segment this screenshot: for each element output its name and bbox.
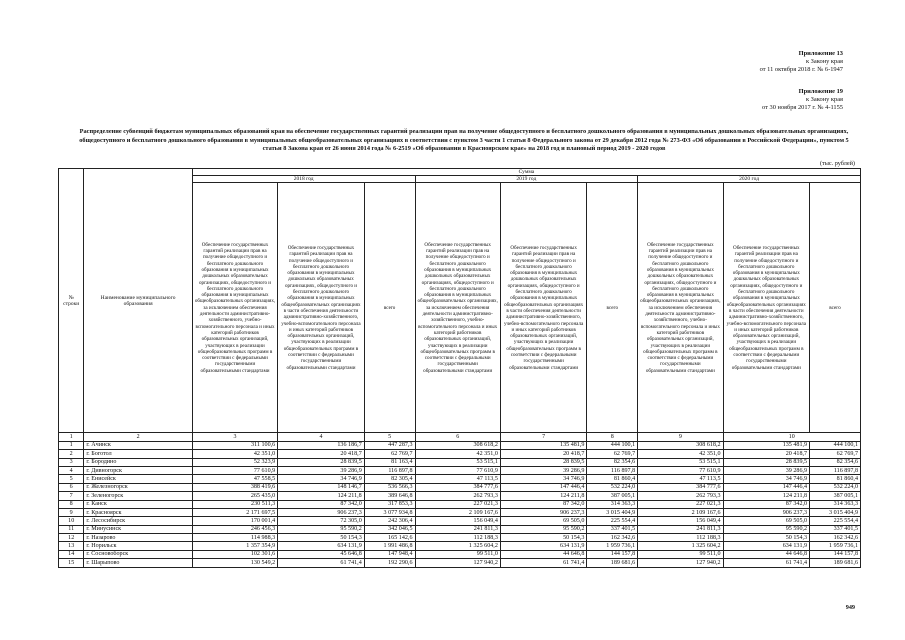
table-row [59, 550, 861, 558]
amount-cell: 3 015 404,9 [810, 508, 861, 516]
header-year-2018: 2018 год [192, 176, 415, 183]
amount-cell: 39 286,9 [500, 466, 587, 474]
amount-cell: 192 290,6 [364, 559, 415, 567]
municipality-name: г. Минусинск [84, 525, 192, 533]
amount-cell: 39 286,9 [278, 466, 365, 474]
municipality-name: г. Зеленогорск [84, 492, 192, 500]
amount-cell: 147 446,4 [500, 483, 587, 491]
header-desc-b-2019: Обеспечение государственных гарантий реализации прав на получение общедоступного и бесплатного дошкольного образования в муниципальных дошкольных образовательных организациях, общедоступного и бесплатного дошкольного образования в муниципальных общеобразовательных организациях в части обеспечения деятельности административно-хозяйственного, учебно-вспомогательного персонала и иных категорий работников образовательных организаций, участвующих в реализации общеобразовательных программ в соответствии с федеральными государственными образовательными стандартами [500, 183, 587, 433]
amount-cell: 532 224,0 [587, 483, 638, 491]
table-row [59, 483, 861, 491]
amount-cell: 144 157,8 [810, 550, 861, 558]
header-name: Наименование муниципального образования [84, 169, 192, 433]
amount-cell: 20 418,7 [500, 450, 587, 458]
amount-cell: 165 142,6 [364, 534, 415, 542]
appendix-13-line1: к Закону края [805, 58, 843, 65]
amount-cell: 225 554,4 [810, 517, 861, 525]
amount-cell: 116 897,8 [587, 466, 638, 474]
amount-cell: 3 015 404,9 [587, 508, 638, 516]
amount-cell: 61 741,4 [278, 559, 365, 567]
row-number: 7 [59, 492, 84, 500]
appendix-19-title: Приложение 19 [798, 88, 843, 95]
amount-cell: 1 325 604,2 [415, 542, 500, 550]
table-body [59, 441, 861, 567]
amount-cell: 53 515,1 [415, 458, 500, 466]
col-number: 6 [415, 433, 500, 441]
header-desc-a-2020: Обеспечение государственных гарантий реализации прав на получение общедоступного и бесплатного дошкольного образования в муниципальных дошкольных образовательных организациях, общедоступного и бесплатного дошкольного образования в муниципальных общеобразовательных организациях, за исключением обеспечения деятельности административно-хозяйственного, учебно-вспомогательного персонала и иных категорий работников образовательных организаций, участвующих в реализации общеобразовательных программ в соответствии с федеральными государственными образовательными стандартами [638, 183, 723, 433]
amount-cell: 28 839,5 [723, 458, 810, 466]
amount-cell: 308 618,2 [415, 441, 500, 449]
municipality-name: г. Красноярск [84, 508, 192, 516]
subvention-table [58, 168, 861, 568]
amount-cell: 69 505,0 [723, 517, 810, 525]
header-year-2020: 2020 год [638, 176, 861, 183]
amount-cell: 230 511,3 [192, 500, 277, 508]
amount-cell: 34 746,9 [278, 475, 365, 483]
appendix-19-line2: от 30 ноября 2017 г. № 4-1155 [762, 104, 843, 111]
amount-cell: 337 401,5 [587, 525, 638, 533]
amount-cell: 42 351,0 [638, 450, 723, 458]
amount-cell: 162 342,6 [810, 534, 861, 542]
row-number: 1 [59, 441, 84, 449]
amount-cell: 2 109 167,6 [415, 508, 500, 516]
appendix-19-line1: к Закону края [805, 96, 843, 103]
amount-cell: 127 940,2 [415, 559, 500, 567]
amount-cell: 95 590,2 [500, 525, 587, 533]
amount-cell: 1 357 354,9 [192, 542, 277, 550]
row-number: 6 [59, 483, 84, 491]
amount-cell: 77 610,9 [638, 466, 723, 474]
amount-cell: 387 005,1 [810, 492, 861, 500]
amount-cell: 34 746,9 [500, 475, 587, 483]
header-total-2020: всего [810, 183, 861, 433]
amount-cell: 47 113,5 [638, 475, 723, 483]
row-number: 11 [59, 525, 84, 533]
amount-cell: 1 959 736,1 [587, 542, 638, 550]
document-title: Распределение субвенций бюджетам муниципальных образований края на обеспечение государственных гарантий реализации прав на получение общедоступного и бесплатного дошкольного образования в муниципальных дошкольных образовательных организациях, общедоступного и бесплатного дошкольного образования в муниципальных общеобразовательных организациях в соответствии с пунктом 3 части 1 статьи 8 Федерального закона от 29 декабря 2012 года № 273-ФЗ «Об образовании в Российской Федерации», пунктом 5 статьи 8 Закона края от 26 июня 2014 года № 6-2519 «Об образовании в Красноярском крае» на 2018 год и плановый период 2019 - 2020 годов [79, 128, 849, 153]
amount-cell: 262 793,3 [638, 492, 723, 500]
table-row [59, 542, 861, 550]
header-row-no: № строки [59, 169, 84, 433]
amount-cell: 95 590,2 [278, 525, 365, 533]
amount-cell: 50 154,3 [500, 534, 587, 542]
column-number-row [59, 433, 861, 441]
amount-cell: 3 077 934,8 [364, 508, 415, 516]
table-row [59, 450, 861, 458]
amount-cell: 62 769,7 [587, 450, 638, 458]
amount-cell: 148 146,7 [278, 483, 365, 491]
amount-cell: 81 860,4 [810, 475, 861, 483]
row-number: 15 [59, 559, 84, 567]
amount-cell: 112 188,3 [638, 534, 723, 542]
row-number: 10 [59, 517, 84, 525]
amount-cell: 389 646,8 [364, 492, 415, 500]
amount-cell: 130 549,2 [192, 559, 277, 567]
amount-cell: 99 511,0 [638, 550, 723, 558]
amount-cell: 45 646,8 [278, 550, 365, 558]
amount-cell: 116 897,8 [364, 466, 415, 474]
table-row [59, 441, 861, 449]
row-number: 4 [59, 466, 84, 474]
col-number: 7 [500, 433, 587, 441]
row-number: 14 [59, 550, 84, 558]
amount-cell: 127 940,2 [638, 559, 723, 567]
amount-cell: 99 511,0 [415, 550, 500, 558]
amount-cell: 189 681,6 [810, 559, 861, 567]
header-desc-a-2019: Обеспечение государственных гарантий реализации прав на получение общедоступного и бесплатного дошкольного образования в муниципальных дошкольных образовательных организациях, общедоступного и бесплатного дошкольного образования в муниципальных общеобразовательных организациях, за исключением обеспечения деятельности административно-хозяйственного, учебно-вспомогательного персонала и иных категорий работников образовательных организаций, участвующих в реализации общеобразовательных программ в соответствии с федеральными государственными образовательными стандартами [415, 183, 500, 433]
municipality-name: г. Боготол [84, 450, 192, 458]
amount-cell: 50 154,3 [723, 534, 810, 542]
amount-cell: 227 021,3 [415, 500, 500, 508]
amount-cell: 906 237,3 [278, 508, 365, 516]
header-sum: Сумма [192, 169, 860, 176]
amount-cell: 135 481,9 [500, 441, 587, 449]
amount-cell: 536 566,3 [364, 483, 415, 491]
municipality-name: г. Сосновоборск [84, 550, 192, 558]
amount-cell: 116 897,8 [810, 466, 861, 474]
municipality-name: г. Дивногорск [84, 466, 192, 474]
amount-cell: 311 100,6 [192, 441, 277, 449]
amount-cell: 20 418,7 [278, 450, 365, 458]
table-row [59, 475, 861, 483]
amount-cell: 444 100,1 [587, 441, 638, 449]
table-row [59, 525, 861, 533]
amount-cell: 227 021,3 [638, 500, 723, 508]
table-row [59, 466, 861, 474]
amount-cell: 314 363,3 [587, 500, 638, 508]
amount-cell: 144 157,8 [587, 550, 638, 558]
amount-cell: 532 224,0 [810, 483, 861, 491]
row-number: 8 [59, 500, 84, 508]
amount-cell: 265 435,0 [192, 492, 277, 500]
header-year-2019: 2019 год [415, 176, 638, 183]
amount-cell: 162 342,6 [587, 534, 638, 542]
table-row [59, 559, 861, 567]
municipality-name: г. Енисейск [84, 475, 192, 483]
amount-cell: 314 363,3 [810, 500, 861, 508]
amount-cell: 82 354,6 [587, 458, 638, 466]
amount-cell: 1 991 486,8 [364, 542, 415, 550]
amount-cell: 1 325 604,2 [638, 542, 723, 550]
col-number: 4 [278, 433, 365, 441]
header-total-2018: всего [364, 183, 415, 433]
amount-cell: 388 419,6 [192, 483, 277, 491]
amount-cell: 135 481,9 [723, 441, 810, 449]
amount-cell: 34 746,9 [723, 475, 810, 483]
amount-cell: 262 793,3 [415, 492, 500, 500]
header-desc-b-2020: Обеспечение государственных гарантий реализации прав на получение общедоступного и бесплатного дошкольного образования в муниципальных дошкольных образовательных организациях, общедоступного и бесплатного дошкольного образования в муниципальных общеобразовательных организациях в части обеспечения деятельности административно-хозяйственного, учебно-вспомогательного персонала и иных категорий работников образовательных организаций, участвующих в реализации общеобразовательных программ в соответствии с федеральными государственными образовательными стандартами [723, 183, 810, 433]
amount-cell: 906 237,3 [500, 508, 587, 516]
amount-cell: 62 769,7 [810, 450, 861, 458]
amount-cell: 906 237,3 [723, 508, 810, 516]
amount-cell: 82 305,4 [364, 475, 415, 483]
appendix-13-title: Приложение 13 [798, 50, 843, 57]
amount-cell: 20 418,7 [723, 450, 810, 458]
amount-cell: 225 554,4 [587, 517, 638, 525]
amount-cell: 241 811,3 [415, 525, 500, 533]
amount-cell: 82 354,6 [810, 458, 861, 466]
amount-cell: 156 049,4 [638, 517, 723, 525]
header-desc-b-2018: Обеспечение государственных гарантий реализации прав на получение общедоступного и бесплатного дошкольного образования в муниципальных дошкольных образовательных организациях, общедоступного и бесплатного дошкольного образования в муниципальных общеобразовательных организациях в части обеспечения деятельности административно-хозяйственного, учебно-вспомогательного персонала и иных категорий работников образовательных организаций, участвующих в реализации общеобразовательных программ в соответствии с федеральными государственными образовательными стандартами [278, 183, 365, 433]
amount-cell: 147 948,4 [364, 550, 415, 558]
amount-cell: 81 163,4 [364, 458, 415, 466]
amount-cell: 28 839,5 [500, 458, 587, 466]
amount-cell: 2 171 697,5 [192, 508, 277, 516]
col-number: 2 [84, 433, 192, 441]
amount-cell: 337 401,5 [810, 525, 861, 533]
table-row [59, 534, 861, 542]
col-number: 10 [723, 433, 860, 441]
row-number: 3 [59, 458, 84, 466]
amount-cell: 444 100,1 [810, 441, 861, 449]
table-row [59, 517, 861, 525]
amount-cell: 77 610,9 [415, 466, 500, 474]
amount-cell: 52 323,9 [192, 458, 277, 466]
col-number: 1 [59, 433, 84, 441]
appendix-13-line2: от 11 октября 2018 г. № 6-1947 [759, 66, 843, 73]
row-number: 12 [59, 534, 84, 542]
amount-cell: 136 186,7 [278, 441, 365, 449]
amount-cell: 634 131,9 [278, 542, 365, 550]
amount-cell: 447 287,3 [364, 441, 415, 449]
amount-cell: 634 131,9 [723, 542, 810, 550]
col-number: 5 [364, 433, 415, 441]
col-number: 3 [192, 433, 277, 441]
amount-cell: 50 154,3 [278, 534, 365, 542]
row-number: 9 [59, 508, 84, 516]
amount-cell: 112 188,3 [415, 534, 500, 542]
row-number: 5 [59, 475, 84, 483]
amount-cell: 61 741,4 [723, 559, 810, 567]
municipality-name: г. Лесосибирск [84, 517, 192, 525]
amount-cell: 114 988,3 [192, 534, 277, 542]
table-row [59, 492, 861, 500]
amount-cell: 87 342,0 [723, 500, 810, 508]
amount-cell: 77 610,9 [192, 466, 277, 474]
amount-cell: 87 342,0 [500, 500, 587, 508]
amount-cell: 384 777,6 [638, 483, 723, 491]
col-number: 9 [638, 433, 723, 441]
amount-cell: 147 446,4 [723, 483, 810, 491]
amount-cell: 61 741,4 [500, 559, 587, 567]
amount-cell: 42 351,0 [415, 450, 500, 458]
amount-cell: 2 109 167,6 [638, 508, 723, 516]
amount-cell: 387 005,1 [587, 492, 638, 500]
row-number: 13 [59, 542, 84, 550]
municipality-name: г. Канск [84, 500, 192, 508]
amount-cell: 124 211,8 [278, 492, 365, 500]
amount-cell: 241 811,3 [638, 525, 723, 533]
amount-cell: 246 456,3 [192, 525, 277, 533]
municipality-name: г. Шарыпово [84, 559, 192, 567]
col-number: 8 [587, 433, 638, 441]
amount-cell: 69 505,0 [500, 517, 587, 525]
municipality-name: г. Назарово [84, 534, 192, 542]
amount-cell: 47 558,5 [192, 475, 277, 483]
units-label: (тыс. рублей) [820, 160, 855, 167]
table-row [59, 458, 861, 466]
amount-cell: 317 853,3 [364, 500, 415, 508]
amount-cell: 28 839,5 [278, 458, 365, 466]
page-number: 949 [845, 604, 855, 611]
amount-cell: 44 646,8 [723, 550, 810, 558]
amount-cell: 81 860,4 [587, 475, 638, 483]
amount-cell: 124 211,8 [723, 492, 810, 500]
municipality-name: г. Железногорск [84, 483, 192, 491]
amount-cell: 72 305,0 [278, 517, 365, 525]
appendix-19-block [762, 88, 843, 112]
header-desc-a-2018: Обеспечение государственных гарантий реализации прав на получение общедоступного и бесплатного дошкольного образования в муниципальных дошкольных образовательных организациях, общедоступного и бесплатного дошкольного образования в муниципальных общеобразовательных организациях, за исключением обеспечения деятельности административно-хозяйственного, учебно-вспомогательного персонала и иных категорий работников образовательных организаций, участвующих в реализации общеобразовательных программ в соответствии с федеральными государственными образовательными стандартами [192, 183, 277, 433]
amount-cell: 87 342,0 [278, 500, 365, 508]
amount-cell: 170 001,4 [192, 517, 277, 525]
row-number: 2 [59, 450, 84, 458]
amount-cell: 95 590,2 [723, 525, 810, 533]
appendix-13-block [760, 50, 843, 74]
amount-cell: 242 306,4 [364, 517, 415, 525]
table-row [59, 508, 861, 516]
amount-cell: 42 351,0 [192, 450, 277, 458]
amount-cell: 53 515,1 [638, 458, 723, 466]
amount-cell: 384 777,6 [415, 483, 500, 491]
amount-cell: 47 113,5 [415, 475, 500, 483]
amount-cell: 342 046,5 [364, 525, 415, 533]
amount-cell: 39 286,9 [723, 466, 810, 474]
amount-cell: 124 211,8 [500, 492, 587, 500]
municipality-name: г. Норильск [84, 542, 192, 550]
amount-cell: 44 646,8 [500, 550, 587, 558]
table-row [59, 500, 861, 508]
amount-cell: 308 618,2 [638, 441, 723, 449]
amount-cell: 156 049,4 [415, 517, 500, 525]
municipality-name: г. Ачинск [84, 441, 192, 449]
municipality-name: г. Бородино [84, 458, 192, 466]
amount-cell: 634 131,9 [500, 542, 587, 550]
amount-cell: 62 769,7 [364, 450, 415, 458]
amount-cell: 1 959 736,1 [810, 542, 861, 550]
amount-cell: 102 301,6 [192, 550, 277, 558]
amount-cell: 189 681,6 [587, 559, 638, 567]
header-total-2019: всего [587, 183, 638, 433]
